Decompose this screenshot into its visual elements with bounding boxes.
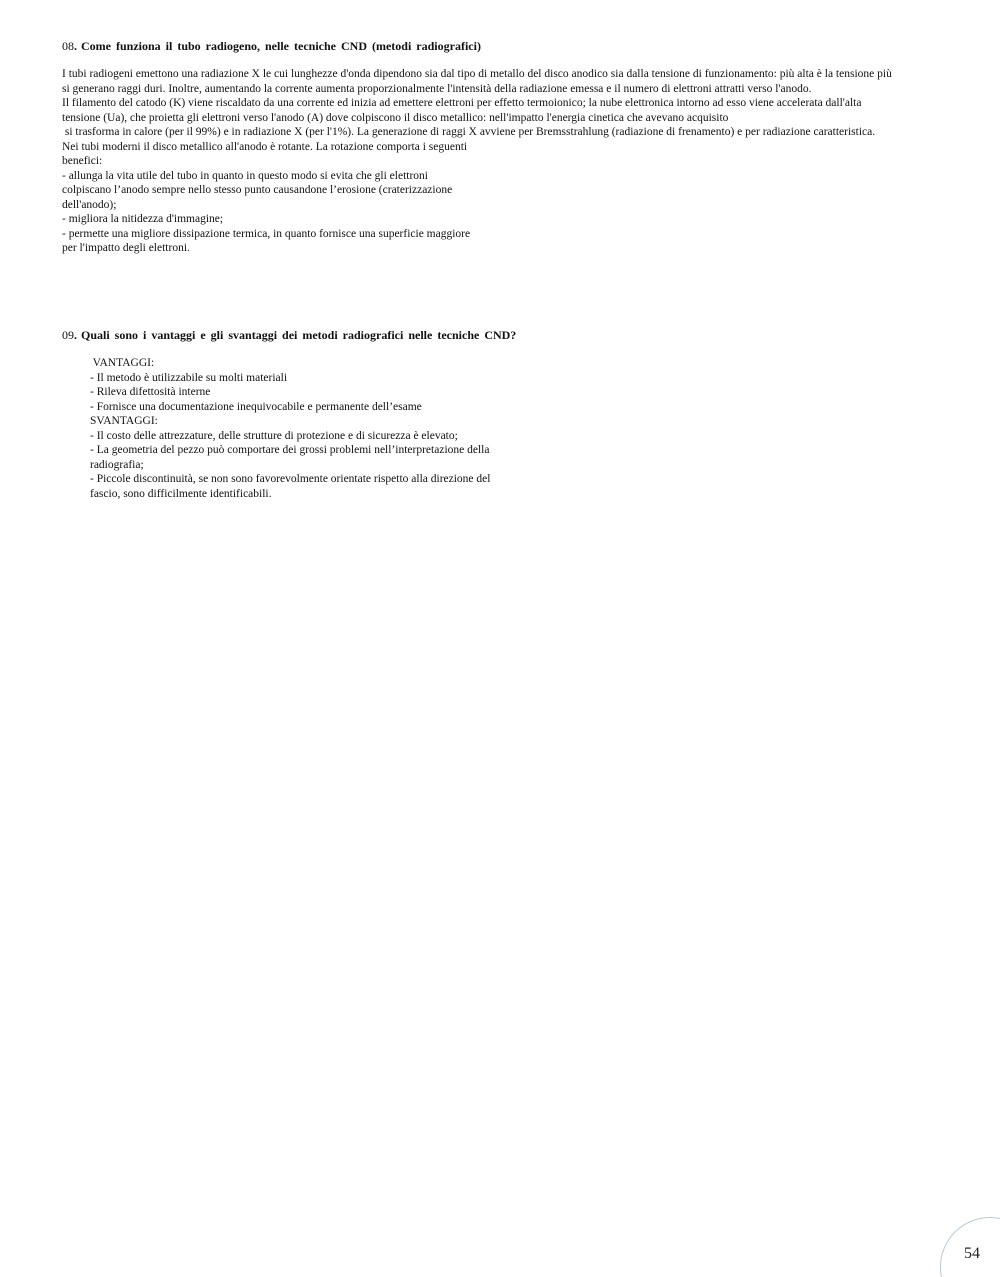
answer-line: Nei tubi moderni il disco metallico all'anodo è rotante. La rotazione comporta i seguenti [62,140,468,153]
answer-line: per l'impatto degli elettroni. [62,242,190,254]
answer-line: dell'anodo); [62,198,117,211]
answer-line: - migliora la nitidezza d'immagine; [62,213,224,225]
answer-line: - permette una migliore dissipazione termica, in quanto fornisce una superficie maggiore [62,227,471,240]
question-08-dot: . [74,39,77,53]
question-08-heading [62,38,481,54]
question-09-dot: . [74,328,77,342]
answer-line: - Il metodo è utilizzabile su molti materiali [90,371,288,384]
answer-line: fascio, sono difficilmente identificabili. [90,487,272,500]
question-09-number: 09 [62,328,74,342]
answer-line: - Piccole discontinuità, se non sono favorevolmente orientate rispetto alla direzione del [90,473,491,485]
answer-line: - Rileva difettosità interne [90,386,211,398]
page-number-badge [940,1217,1000,1277]
page-number: 54 [964,1245,980,1262]
answer-line: - La geometria del pezzo può comportare dei grossi problemi nell’interpretazione della [90,444,490,456]
question-09-heading [62,327,516,343]
question-09-answer [90,356,690,501]
answer-line: Il filamento del catodo (K) viene riscaldato da una corrente ed inizia ad emettere elettroni per effetto termoionico; la nube elettronica intorno ad esso viene accelerata dall'alta [62,97,862,109]
answer-line: colpiscano l’anodo sempre nello stesso punto causandone l’erosione (craterizzazione [62,184,453,196]
question-08-number: 08 [62,39,74,53]
answer-line: tensione (Ua), che proietta gli elettroni verso l'anodo (A) dove colpiscono il disco metallico: nell'impatto l'energia cinetica che avevano acquisito [62,111,729,124]
answer-line: benefici: [62,155,103,167]
answer-line: radiografia; [90,458,144,471]
answer-line: I tubi radiogeni emettono una radiazione X le cui lunghezze d'onda dipendono sia dal tipo di metallo del disco anodico sia dalla tensione di funzionamento: più alta è la tensione più [62,68,892,80]
answer-line: si trasforma in calore (per il 99%) e in radiazione X (per l'1%). La generazione di raggi X avviene per Bremsstrahlung (radiazione di frenamento) e per radiazione caratteristica. [62,126,876,138]
answer-line: - allunga la vita utile del tubo in quanto in questo modo si evita che gli elettroni [62,169,429,182]
question-08-answer [62,67,982,256]
question-09-title: Quali sono i vantaggi e gli svantaggi dei metodi radiografici nelle tecniche CND? [81,328,517,342]
answer-line: si generano raggi duri. Inoltre, aumentando la corrente aumenta proporzionalmente l'intensità della radiazione emessa e il numero di elettroni attratti verso l'anodo. [62,82,812,95]
answer-line-disadvantages-heading: SVANTAGGI: [90,415,158,427]
answer-line: - Il costo delle attrezzature, delle strutture di protezione e di sicurezza è elevato; [90,429,458,442]
answer-line-advantages-heading: VANTAGGI: [90,357,155,369]
question-08-title: Come funziona il tubo radiogeno, nelle tecniche CND (metodi radiografici) [81,39,481,53]
answer-line: - Fornisce una documentazione inequivocabile e permanente dell’esame [90,400,422,413]
